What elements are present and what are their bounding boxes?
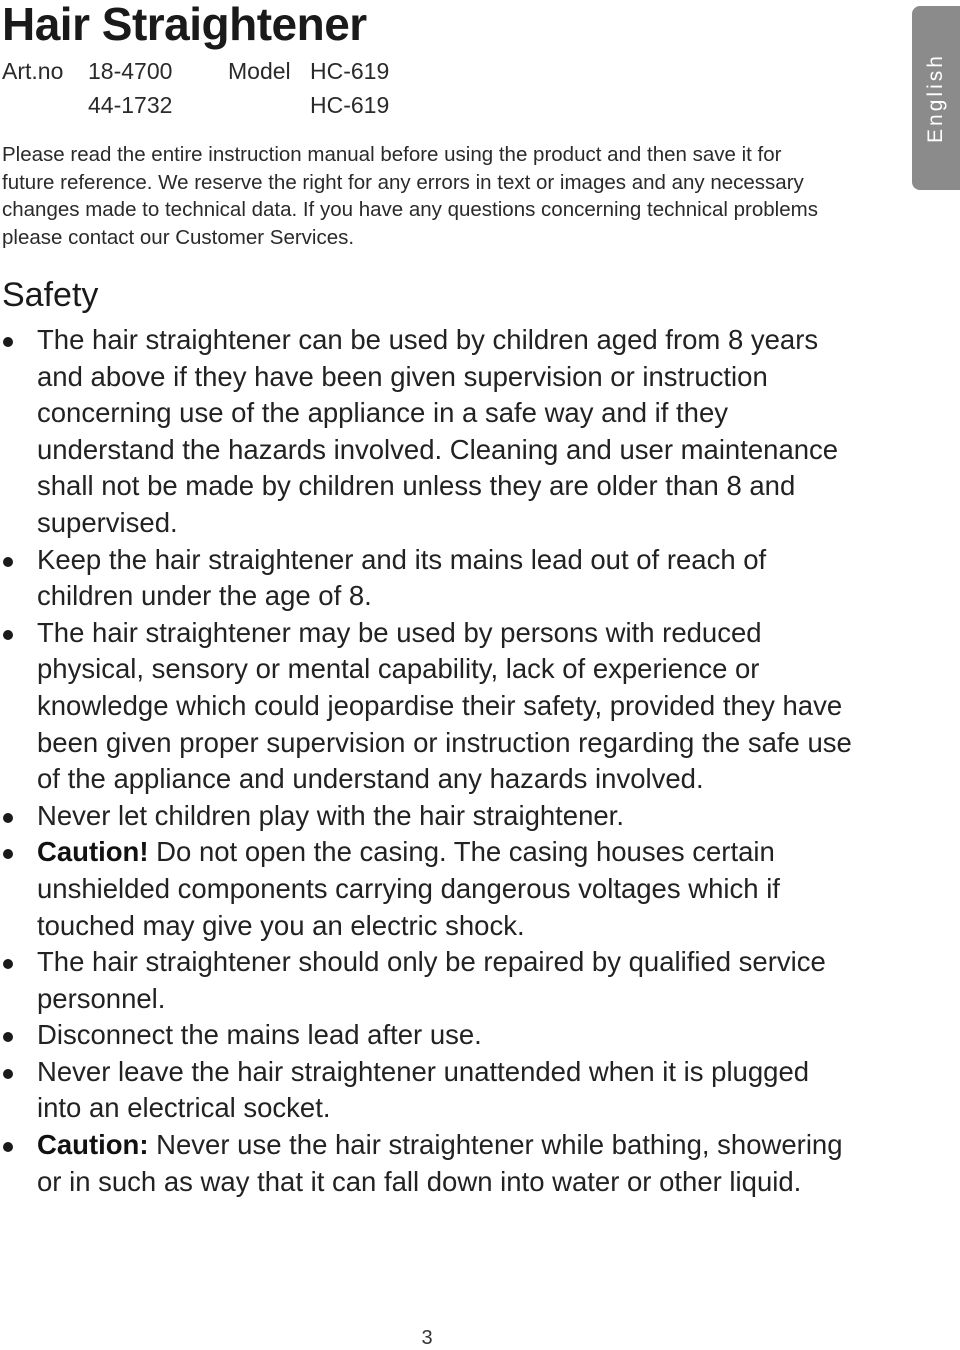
list-item <box>0 834 860 944</box>
bullet-icon <box>3 813 13 823</box>
list-item <box>0 798 860 835</box>
item-text: Never use the hair straightener while bathing, showering or in such as way that it can fall down into water or other liquid. <box>37 1129 843 1197</box>
item-text: The hair straightener should only be repaired by qualified service personnel. <box>37 946 826 1014</box>
page-title: Hair Straightener <box>2 0 367 50</box>
bullet-icon <box>3 1069 13 1079</box>
item-text: The hair straightener may be used by persons with reduced physical, sensory or mental capability, lack of experience or knowledge which could jeopardise their safety, provided they have been given proper supervision or instruction regarding the safe use of the appliance and understand any hazards involved. <box>37 616 852 795</box>
safety-heading: Safety <box>2 276 99 314</box>
item-prefix: Caution: <box>37 1129 149 1161</box>
article-number: 44-1732 <box>88 92 173 118</box>
model-number: HC-619 <box>310 92 390 118</box>
item-prefix: Caution! <box>37 836 149 868</box>
language-tab-label: English <box>924 53 947 143</box>
bullet-icon <box>3 337 13 347</box>
item-text: Never leave the hair straightener unattended when it is plugged into an electrical socket. <box>37 1055 810 1124</box>
article-number: 18-4700 <box>88 58 173 84</box>
item-text: The hair straightener can be used by children aged from 8 years and above if they have been given supervision or instruction concerning use of the appliance in a safe way and if they understand the hazards involved. Cleaning and user maintenance shall not be made by children unless they are older than 8 and supervised. <box>37 324 839 538</box>
item-text: Do not open the casing. The casing houses certain unshielded components carrying dangerous voltages which if touched may give you an electric shock. <box>37 836 780 941</box>
list-item <box>0 1017 860 1054</box>
list-item <box>0 322 860 542</box>
list-item <box>0 944 860 1017</box>
bullet-icon <box>3 557 13 567</box>
list-item <box>0 1127 860 1200</box>
bullet-icon <box>3 959 13 969</box>
article-label: Art.no <box>2 58 64 84</box>
bullet-icon <box>3 630 13 640</box>
list-item <box>0 1054 860 1127</box>
item-text: Disconnect the mains lead after use. <box>37 1019 482 1051</box>
list-item <box>0 542 860 615</box>
bullet-icon <box>3 1142 13 1152</box>
page-number: 3 <box>421 1327 433 1349</box>
item-text: Keep the hair straightener and its mains lead out of reach of children under the age of 8. <box>37 543 767 612</box>
intro-paragraph: Please read the entire instruction manual before using the product and then save it for future reference. We reserve the right for any errors in text or images and any necessary changes made to technical data. If you have any questions concerning technical problems please contact our Customer Services. <box>2 143 818 249</box>
list-item <box>0 615 860 798</box>
bullet-icon <box>3 1032 13 1042</box>
item-text: Never let children play with the hair straightener. <box>37 799 624 831</box>
language-tab <box>912 6 960 190</box>
safety-list <box>0 322 860 1200</box>
model-label: Model <box>228 58 291 84</box>
model-number: HC-619 <box>310 58 390 84</box>
bullet-icon <box>3 849 13 859</box>
